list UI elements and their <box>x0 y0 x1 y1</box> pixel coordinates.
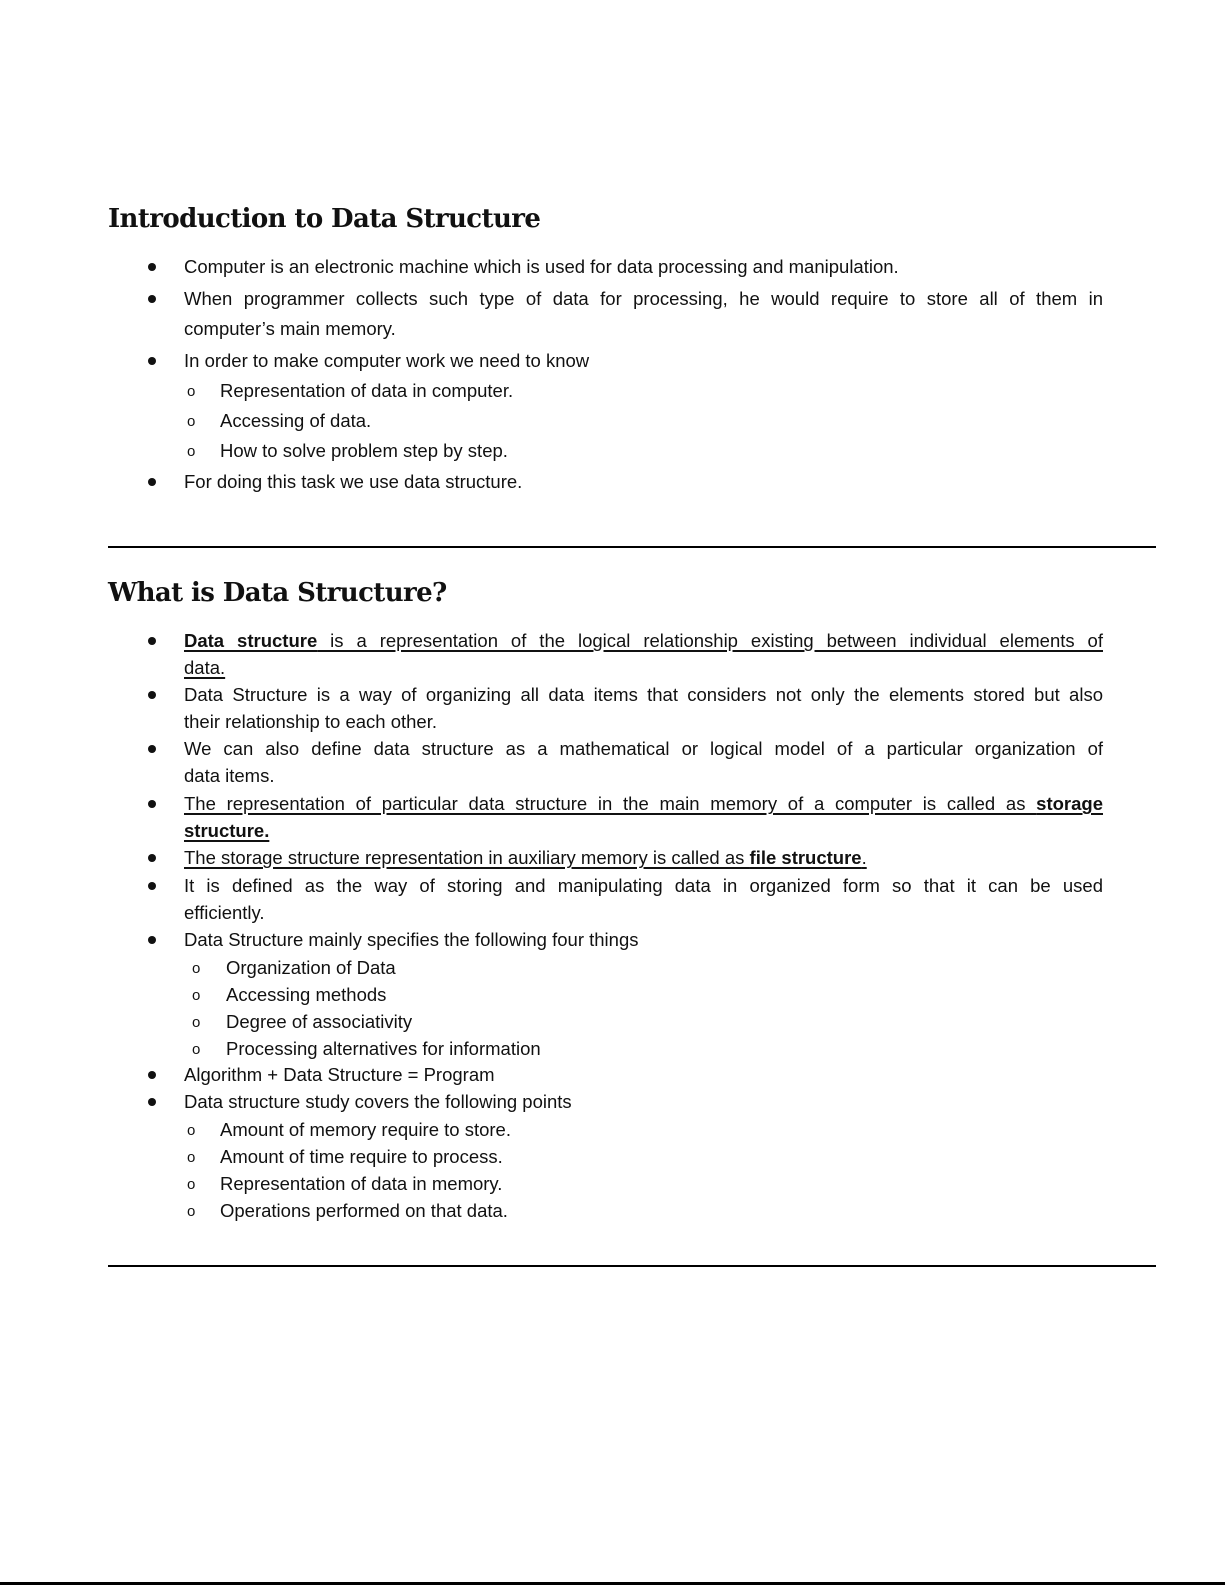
sub-bullet-icon: o <box>187 1203 196 1220</box>
list-item: Data structure is a representation of the logical relationship existing between individual elements of <box>184 630 1103 651</box>
sub-bullet-icon: o <box>187 383 196 400</box>
list-item: The representation of particular data structure in the main memory of a computer is called as storage <box>184 793 1103 814</box>
bullet-icon <box>148 263 156 271</box>
list-item: In order to make computer work we need to know <box>184 350 590 371</box>
term-storage: storage <box>1036 793 1103 814</box>
list-item: It is defined as the way of storing and manipulating data in organized form so that it can be used <box>184 875 1103 896</box>
list-item: We can also define data structure as a mathematical or logical model of a particular organization of <box>184 738 1103 759</box>
section-heading-introduction: Introduction to Data Structure <box>108 204 541 234</box>
list-item: Computer is an electronic machine which is used for data processing and manipulation. <box>184 256 899 277</box>
bullet-icon <box>148 295 156 303</box>
sub-list-item: Representation of data in memory. <box>220 1173 503 1194</box>
sub-bullet-icon: o <box>187 413 196 430</box>
term-data-structure: Data structure <box>184 630 318 651</box>
section-heading-what-is: What is Data Structure? <box>108 578 447 608</box>
bullet-icon <box>148 478 156 486</box>
list-item: The storage structure representation in auxiliary memory is called as file structure. <box>184 847 867 868</box>
list-item: For doing this task we use data structure. <box>184 471 523 492</box>
sub-list-item: Degree of associativity <box>226 1011 413 1032</box>
sub-list-item: Amount of time require to process. <box>220 1146 503 1167</box>
sub-bullet-icon: o <box>187 443 196 460</box>
bullet-icon <box>148 1071 156 1079</box>
sub-bullet-icon: o <box>192 1041 201 1058</box>
sub-list-item: Accessing of data. <box>220 410 372 431</box>
sub-list-item: How to solve problem step by step. <box>220 440 508 461</box>
sub-list-item: Accessing methods <box>226 984 387 1005</box>
bullet-icon <box>148 882 156 890</box>
bullet-icon <box>148 691 156 699</box>
sub-bullet-icon: o <box>187 1122 196 1139</box>
sub-list-item: Representation of data in computer. <box>220 380 514 401</box>
list-item: Data Structure mainly specifies the following four things <box>184 929 639 950</box>
list-item-continuation: data items. <box>184 765 275 786</box>
sub-list-item: Organization of Data <box>226 957 396 978</box>
bullet-icon <box>148 800 156 808</box>
sub-bullet-icon: o <box>187 1176 196 1193</box>
list-item-continuation <box>184 820 269 842</box>
sub-list-item: Amount of memory require to store. <box>220 1119 511 1140</box>
sub-bullet-icon: o <box>187 1149 196 1166</box>
sub-bullet-icon: o <box>192 960 201 977</box>
bullet-icon <box>148 357 156 365</box>
list-item-continuation: data. <box>184 657 226 678</box>
list-item: Data structure study covers the following points <box>184 1091 572 1112</box>
bullet-icon <box>148 936 156 944</box>
section-divider <box>108 1265 1156 1267</box>
term-file-structure: file structure <box>749 847 862 868</box>
sub-list-item: Operations performed on that data. <box>220 1200 508 1221</box>
list-item: Algorithm + Data Structure = Program <box>184 1064 495 1085</box>
sub-bullet-icon: o <box>192 987 201 1004</box>
list-item: When programmer collects such type of data for processing, he would require to store all of them in <box>184 288 1103 309</box>
bullet-icon <box>148 1098 156 1106</box>
sub-list-item: Processing alternatives for information <box>226 1038 541 1059</box>
list-item-continuation: efficiently. <box>184 902 265 923</box>
list-item-continuation: their relationship to each other. <box>184 711 437 732</box>
term-structure: structure. <box>184 820 270 841</box>
section-divider <box>108 546 1156 548</box>
list-item-continuation: computer’s main memory. <box>184 318 396 339</box>
sub-bullet-icon: o <box>192 1014 201 1031</box>
bullet-icon <box>148 637 156 645</box>
list-item: Data Structure is a way of organizing all data items that considers not only the elements stored but also <box>184 684 1103 705</box>
bullet-icon <box>148 854 156 862</box>
bullet-icon <box>148 745 156 753</box>
